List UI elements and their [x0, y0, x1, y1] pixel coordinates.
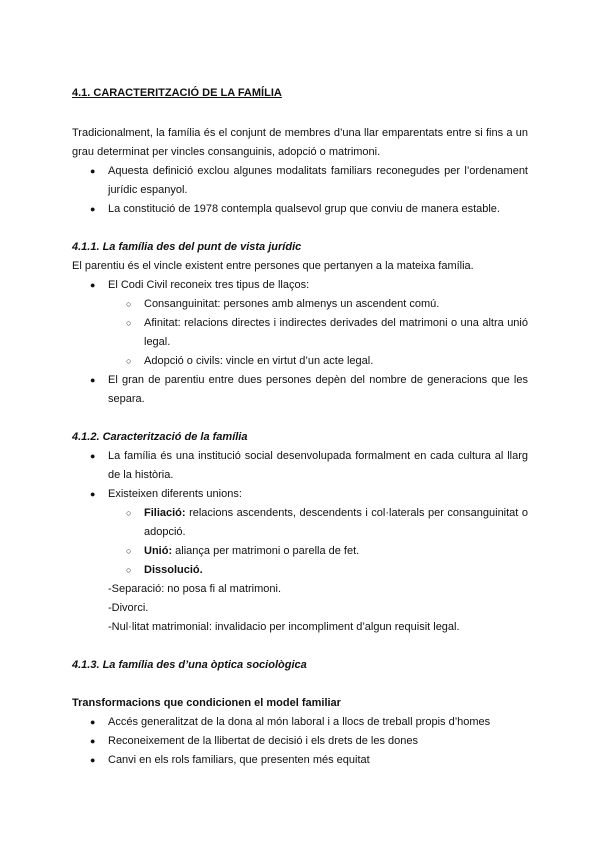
circle-bullet-icon: ○ [126, 508, 132, 518]
circle-bullet-icon: ○ [126, 356, 132, 366]
list-item: ● Canvi en els rols familiars, que presenten més equitat [90, 751, 528, 770]
list-item: ● Existeixen diferents unions: [90, 485, 528, 504]
circle-bullet-icon: ○ [126, 565, 132, 575]
dash-item: -Separació: no posa fi al matrimoni. [108, 583, 282, 595]
list-item: ● Aquesta definició exclou algunes modalitats familiars reconegudes per l’ordenament jurídic espanyol. [90, 162, 528, 200]
sub-list-item: ○ Adopció o civils: vincle en virtut d’un acte legal. [126, 352, 528, 371]
term-label: Unió: [144, 545, 173, 557]
paragraph: El parentiu és el vincle existent entre persones que pertanyen a la mateixa família. [72, 260, 474, 272]
circle-bullet-icon: ○ [126, 299, 132, 309]
list-item: ● Accés generalitzat de la dona al món laboral i a llocs de treball propis d’homes [90, 713, 528, 732]
bullet-icon: ● [90, 166, 96, 176]
intro-paragraph: Tradicionalment, la família és el conjunt de membres d’una llar emparentats entre si fins a un grau determinat per vincles consanguinis, adopció o matrimoni. [72, 127, 528, 158]
bullet-icon: ● [90, 489, 96, 499]
bullet-icon: ● [90, 280, 96, 290]
bullet-icon: ● [90, 736, 96, 746]
bullet-icon: ● [90, 755, 96, 765]
circle-bullet-icon: ○ [126, 318, 132, 328]
section-heading: 4.1. CARACTERITZACIÓ DE LA FAMÍLIA [72, 87, 282, 99]
list-item: ● La constitució de 1978 contempla qualsevol grup que conviu de manera estable. [90, 200, 528, 219]
subsection-title-characterization: 4.1.2. Caracterització de la família [72, 431, 248, 443]
sub-list-item [126, 561, 528, 580]
list-item: ● El Codi Civil reconeix tres tipus de llaços: [90, 276, 528, 295]
bullet-icon: ● [90, 204, 96, 214]
bullet-icon: ● [90, 717, 96, 727]
subsection-title-legal: 4.1.1. La família des del punt de vista jurídic [72, 241, 302, 253]
list-item: ● La família és una institució social desenvolupada formalment en cada cultura al llarg de la història. [90, 447, 528, 485]
term-label: Filiació: [144, 507, 186, 519]
sub-list-item: ○ Afinitat: relacions directes i indirectes derivades del matrimoni o una altra unió legal. [126, 314, 528, 352]
dash-item: -Nul·litat matrimonial: invalidacio per incompliment d’algun requisit legal. [108, 621, 460, 633]
list-item: ● Reconeixement de la llibertat de decisió i els drets de les dones [90, 732, 528, 751]
sub-list-item: ○ Unió: aliança per matrimoni o parella de fet. [126, 542, 528, 561]
paragraph-heading: Transformacions que condicionen el model familiar [72, 697, 341, 709]
sub-list-item: ○ Consanguinitat: persones amb almenys un ascendent comú. [126, 295, 528, 314]
sub-list-item: ○ Filiació: relacions ascendents, descendents i col·laterals per consanguinitat o adopció. [126, 504, 528, 542]
bullet-icon: ● [90, 375, 96, 385]
term-label: Dissolució. [144, 564, 203, 576]
circle-bullet-icon: ○ [126, 546, 132, 556]
list-item: ● El gran de parentiu entre dues persones depèn del nombre de generacions que les separa. [90, 371, 528, 409]
subsection-title-sociological: 4.1.3. La família des d’una òptica sociològica [72, 659, 307, 671]
dash-item: -Divorci. [108, 602, 149, 614]
bullet-icon: ● [90, 451, 96, 461]
